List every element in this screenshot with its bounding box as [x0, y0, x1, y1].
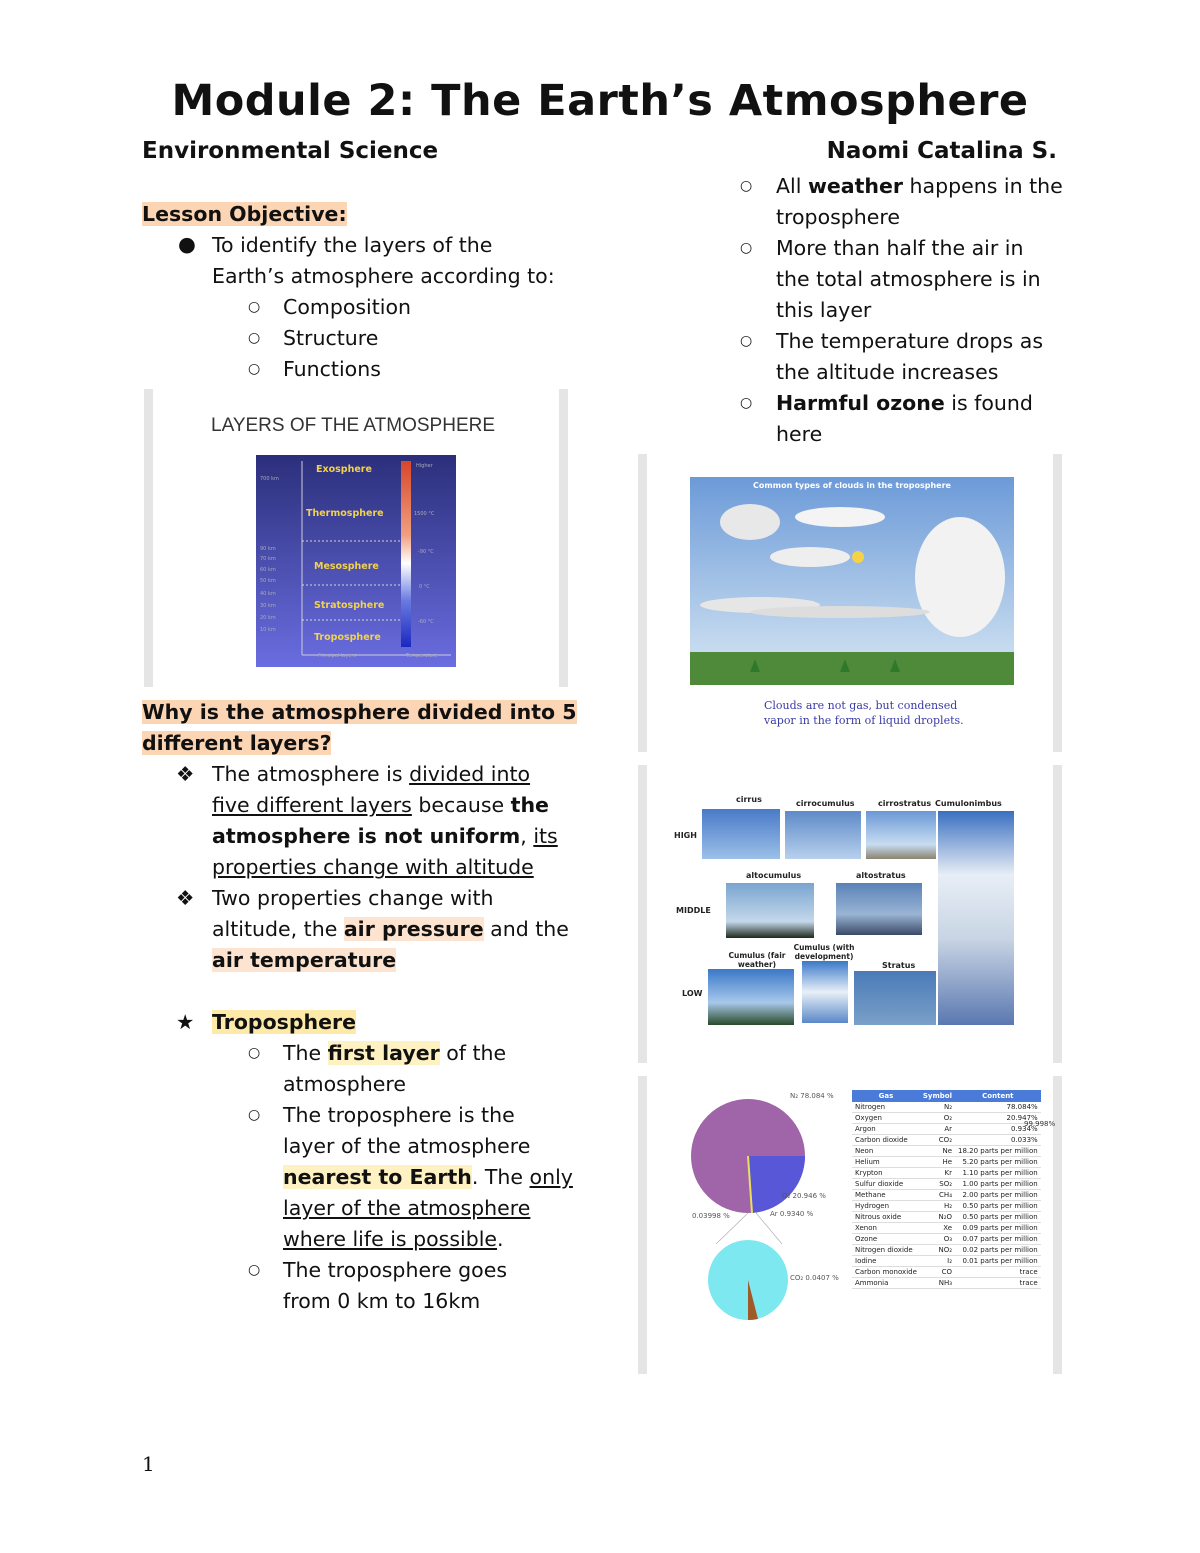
table-cell: 2.00 parts per million: [955, 1190, 1041, 1201]
table-header: Content: [955, 1090, 1041, 1102]
table-cell: NO₂: [920, 1245, 955, 1256]
cloud-label: cirrus: [736, 795, 762, 804]
table-cell: 0.07 parts per million: [955, 1234, 1041, 1245]
level-label: MIDDLE: [676, 906, 711, 915]
table-cell: 0.01 parts per million: [955, 1256, 1041, 1267]
pie-slice-oxygen: [748, 1156, 805, 1213]
svg-text:70 km: 70 km: [260, 556, 276, 562]
table-cell: Ammonia: [852, 1278, 920, 1289]
cirrus-photo: [702, 809, 780, 859]
altocumulus-photo: [726, 883, 814, 938]
cumulus-development-photo: [802, 961, 848, 1023]
table-cell: Hydrogen: [852, 1201, 920, 1212]
table-row: [852, 1146, 1041, 1157]
layer-label: Mesosphere: [314, 561, 379, 572]
clouds-diagram: [690, 477, 1014, 685]
table-cell: Nitrous oxide: [852, 1212, 920, 1223]
table-header: Gas: [852, 1090, 920, 1102]
table-cell: He: [920, 1157, 955, 1168]
pie-label: N₂ 78.084 %: [790, 1092, 834, 1100]
table-cell: O₃: [920, 1234, 955, 1245]
right-bullets: ○ All weather happens in the troposphere ○ More than half the air in the total atmosphere is in this layer ○ The temperature drops as the altitude increases ○ Harmful ozone is found here: [706, 171, 1063, 450]
table-row: [852, 1245, 1041, 1256]
table-cell: H₂: [920, 1201, 955, 1212]
table-cell: Xe: [920, 1223, 955, 1234]
table-row: [852, 1179, 1041, 1190]
table-cell: Sulfur dioxide: [852, 1179, 920, 1190]
clouds-title: Common types of clouds in the troposphere: [753, 481, 951, 490]
svg-text:10 km: 10 km: [260, 627, 276, 633]
svg-text:90 km: 90 km: [260, 546, 276, 552]
altostratus-photo: [836, 883, 922, 935]
table-cell: 0.934%: [955, 1124, 1041, 1135]
table-cell: 5.20 parts per million: [955, 1157, 1041, 1168]
cloud-label: Stratus: [882, 961, 916, 970]
table-row: [852, 1157, 1041, 1168]
svg-text:Principal layers: Principal layers: [318, 653, 357, 659]
table-row: [852, 1190, 1041, 1201]
bullet-circle-icon: ○: [740, 333, 753, 349]
cloud-photos-figure: [638, 765, 1062, 1063]
cloud-label: Cumulus (with development): [793, 943, 855, 961]
table-cell: NH₃: [920, 1278, 955, 1289]
layer-label: Thermosphere: [306, 508, 384, 519]
cloud-label: altostratus: [856, 871, 906, 880]
table-cell: 0.50 parts per million: [955, 1212, 1041, 1223]
table-cell: trace: [955, 1267, 1041, 1278]
bullet-circle-icon: ○: [740, 240, 753, 256]
table-cell: 0.02 parts per million: [955, 1245, 1041, 1256]
table-cell: Nitrogen: [852, 1102, 920, 1113]
diamond-bullet-icon: ❖: [176, 762, 195, 786]
bullet-circle-icon: ○: [740, 178, 753, 194]
objective-sub-item: Structure: [283, 326, 379, 350]
objective-sub-item: Functions: [283, 357, 381, 381]
table-cell: 0.033%: [955, 1135, 1041, 1146]
table-cell: Iodine: [852, 1256, 920, 1267]
layer-label: Stratosphere: [314, 600, 385, 611]
total-label: 99.998%: [1024, 1120, 1056, 1128]
table-cell: Methane: [852, 1190, 920, 1201]
composition-table: [852, 1090, 1041, 1289]
layers-caption: LAYERS OF THE ATMOSPHERE: [211, 415, 496, 436]
troposphere-section: ★ Troposphere ○ The first layer of the atmosphere ○ The troposphere is the layer of the atmosphere nearest to Earth. The only layer of the atmosphere where life is possible. ○ The troposphere goes from 0 km to 16km: [142, 1007, 573, 1317]
svg-text:700 km: 700 km: [260, 476, 279, 482]
bullet-circle-icon: ○: [248, 299, 261, 315]
table-row: [852, 1113, 1041, 1124]
bullet-circle-icon: ○: [248, 361, 261, 377]
cirrostratus-photo: [866, 811, 936, 859]
table-row: [852, 1234, 1041, 1245]
svg-text:0 °C: 0 °C: [419, 584, 430, 590]
composition-figure: [638, 1076, 1062, 1374]
svg-text:-90 °C: -90 °C: [418, 549, 434, 555]
table-cell: Carbon dioxide: [852, 1135, 920, 1146]
star-bullet-icon: ★: [176, 1010, 195, 1034]
objective-section: [142, 199, 555, 385]
table-cell: 0.09 parts per million: [955, 1223, 1041, 1234]
table-cell: Helium: [852, 1157, 920, 1168]
cloud-label: cirrostratus: [878, 799, 932, 808]
table-row: [852, 1223, 1041, 1234]
objective-heading: Lesson Objective:: [142, 202, 347, 226]
why-question-2: different layers?: [142, 731, 332, 755]
table-cell: 1.10 parts per million: [955, 1168, 1041, 1179]
cirrocumulus-photo: [785, 811, 861, 859]
layers-figure: [144, 389, 568, 687]
bullet-circle-icon: ○: [740, 395, 753, 411]
svg-text:-60 °C: -60 °C: [418, 619, 434, 625]
table-cell: I₂: [920, 1256, 955, 1267]
table-cell: Ar: [920, 1124, 955, 1135]
cloud-label: altocumulus: [746, 871, 802, 880]
table-row: [852, 1168, 1041, 1179]
page-title: Module 2: The Earth’s Atmosphere: [171, 76, 1029, 126]
bullet-circle-icon: ○: [248, 1045, 261, 1061]
table-row: [852, 1267, 1041, 1278]
pie-label: CO₂ 0.0407 %: [790, 1274, 839, 1282]
atmosphere-layers-diagram: [256, 455, 456, 667]
level-label: HIGH: [674, 831, 697, 840]
layer-label: Troposphere: [314, 632, 381, 643]
table-cell: 78.084%: [955, 1102, 1041, 1113]
clouds-figure: [638, 454, 1062, 752]
table-cell: 1.00 parts per million: [955, 1179, 1041, 1190]
table-cell: Ne: [920, 1146, 955, 1157]
cumulonimbus-photo: [938, 811, 1014, 1025]
svg-text:Temperature: Temperature: [406, 653, 438, 659]
objective-main: To identify the layers of the: [212, 233, 493, 257]
clouds-caption: Clouds are not gas, but condensed vapor in the form of liquid droplets.: [764, 699, 964, 727]
composition-pie-chart: [686, 1084, 846, 1368]
table-row: [852, 1212, 1041, 1223]
why-question: Why is the atmosphere divided into 5: [142, 700, 577, 724]
table-cell: Carbon monoxide: [852, 1267, 920, 1278]
table-cell: Oxygen: [852, 1113, 920, 1124]
why-section: Why is the atmosphere divided into 5 different layers? ❖ The atmosphere is divided into five different layers because the atmosphere is not uniform, its properties change with altitude ❖ Two properties change with altitude, the air pressure and the air temperature: [142, 700, 577, 972]
bullet-circle-icon: ○: [248, 1107, 261, 1123]
table-row: [852, 1256, 1041, 1267]
table-cell: 20.947%: [955, 1113, 1041, 1124]
page-number: 1: [142, 1452, 155, 1476]
table-cell: SO₂: [920, 1179, 955, 1190]
pie-label: O₂ 20.946 %: [782, 1192, 826, 1200]
cumulus-photo: [708, 969, 794, 1025]
troposphere-heading: Troposphere: [212, 1010, 357, 1034]
table-row: [852, 1135, 1041, 1146]
table-row: [852, 1124, 1041, 1135]
table-cell: CO: [920, 1267, 955, 1278]
bullet-dot-icon: ●: [178, 232, 196, 256]
level-label: LOW: [682, 989, 703, 998]
table-cell: Kr: [920, 1168, 955, 1179]
table-cell: Nitrogen dioxide: [852, 1245, 920, 1256]
table-cell: N₂O: [920, 1212, 955, 1223]
subject: Environmental Science: [142, 138, 439, 164]
cloud-label: Cumulus (fair weather): [728, 951, 786, 969]
svg-text:60 km: 60 km: [260, 567, 276, 573]
pie-label: Ar 0.9340 %: [770, 1210, 814, 1218]
cloud-label: Cumulonimbus: [935, 799, 1002, 808]
author: Naomi Catalina S.: [826, 138, 1057, 164]
bullet-circle-icon: ○: [248, 1262, 261, 1278]
bullet-circle-icon: ○: [248, 330, 261, 346]
table-row: [852, 1201, 1041, 1212]
table-cell: N₂: [920, 1102, 955, 1113]
table-cell: 18.20 parts per million: [955, 1146, 1041, 1157]
table-cell: Neon: [852, 1146, 920, 1157]
pie-label: 0.03998 %: [692, 1212, 730, 1220]
svg-text:20 km: 20 km: [260, 615, 276, 621]
table-cell: Ozone: [852, 1234, 920, 1245]
cloud-label: cirrocumulus: [796, 799, 855, 808]
table-cell: CH₄: [920, 1190, 955, 1201]
table-cell: 0.50 parts per million: [955, 1201, 1041, 1212]
table-header: Symbol: [920, 1090, 955, 1102]
table-row: [852, 1102, 1041, 1113]
svg-text:Higher: Higher: [416, 463, 433, 469]
table-cell: CO₂: [920, 1135, 955, 1146]
stratus-photo: [854, 971, 936, 1025]
table-cell: trace: [955, 1278, 1041, 1289]
table-cell: O₂: [920, 1113, 955, 1124]
layer-label: Exosphere: [316, 464, 372, 475]
objective-main-2: Earth’s atmosphere according to:: [212, 264, 555, 288]
table-cell: Xenon: [852, 1223, 920, 1234]
svg-text:40 km: 40 km: [260, 591, 276, 597]
table-cell: Argon: [852, 1124, 920, 1135]
diamond-bullet-icon: ❖: [176, 886, 195, 910]
objective-sub-item: Composition: [283, 295, 412, 319]
table-cell: Krypton: [852, 1168, 920, 1179]
svg-text:50 km: 50 km: [260, 578, 276, 584]
table-row: [852, 1278, 1041, 1289]
svg-text:30 km: 30 km: [260, 603, 276, 609]
svg-text:1500 °C: 1500 °C: [414, 511, 435, 517]
